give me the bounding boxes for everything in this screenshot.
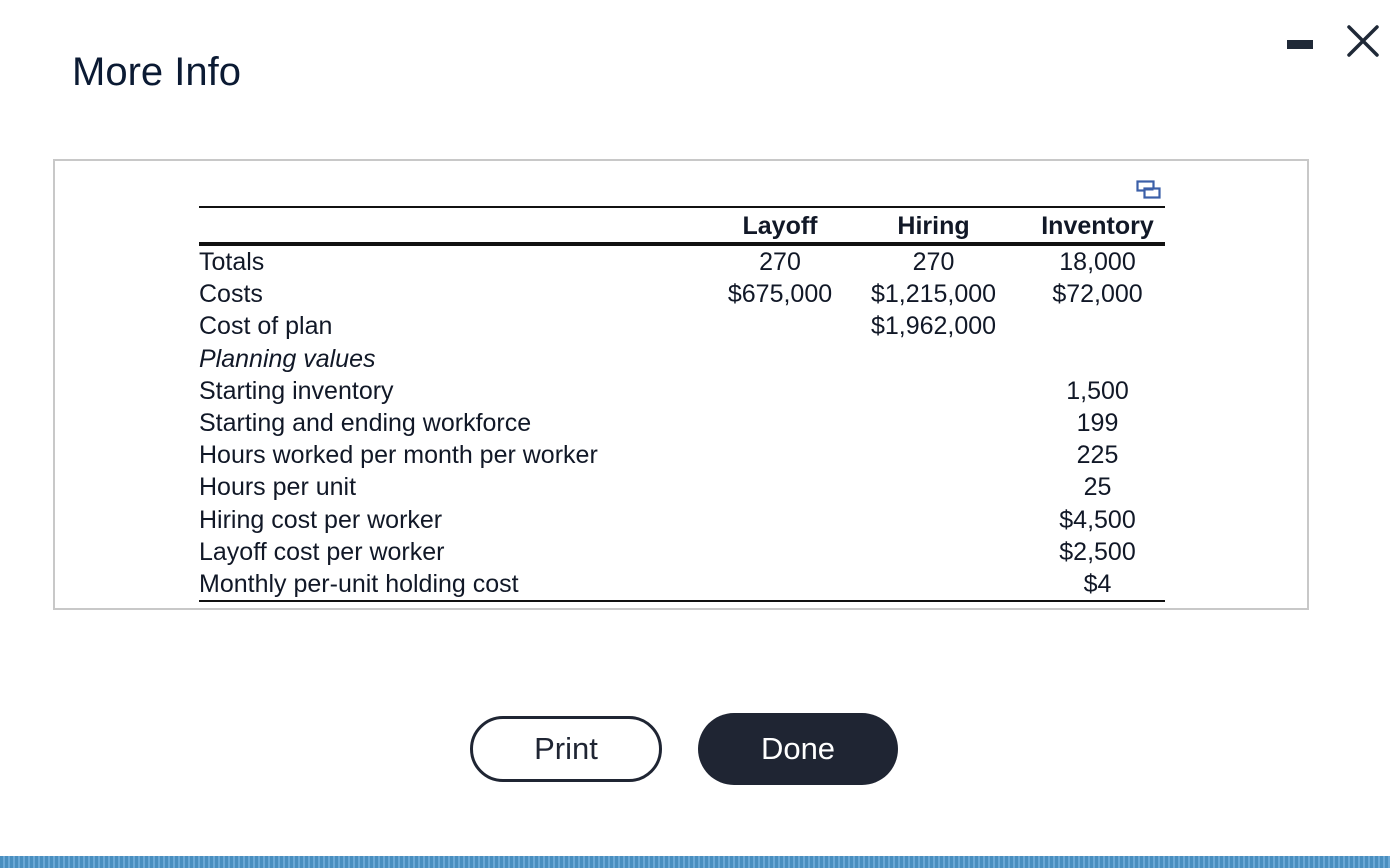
layoff-value <box>723 504 837 536</box>
table-header-row <box>199 207 1165 244</box>
layoff-value <box>723 536 837 568</box>
table-row <box>199 407 1165 439</box>
hiring-value: $1,962,000 <box>870 312 997 341</box>
close-button[interactable] <box>1344 22 1382 60</box>
inventory-value <box>1030 343 1165 375</box>
table-row <box>199 375 1165 407</box>
inventory-value: $72,000 <box>1052 280 1143 309</box>
row-label: Starting inventory <box>199 376 394 405</box>
row-label: Starting and ending workforce <box>199 409 532 438</box>
dialog-title: More Info <box>72 50 241 94</box>
header-hiring: Hiring <box>837 207 1030 244</box>
header-label <box>199 207 723 244</box>
hiring-value: $1,215,000 <box>870 280 997 309</box>
planning-table <box>199 206 1165 602</box>
hiring-value <box>837 343 1030 375</box>
minimize-icon <box>1287 40 1313 49</box>
layoff-value <box>723 407 837 439</box>
table-row <box>199 439 1165 471</box>
hiring-value <box>837 568 1030 601</box>
header-inventory: Inventory <box>1030 207 1165 244</box>
hiring-value <box>837 471 1030 503</box>
layoff-value: $675,000 <box>727 280 833 309</box>
inventory-value: $2,500 <box>1059 537 1136 566</box>
row-label: Layoff cost per worker <box>199 537 445 566</box>
table-row <box>199 536 1165 568</box>
bottom-edge-bar <box>0 856 1390 868</box>
table-row <box>199 278 1165 310</box>
layoff-value <box>723 471 837 503</box>
row-label: Hours per unit <box>199 473 357 502</box>
inventory-value: $4 <box>1083 570 1112 599</box>
table-row <box>199 343 1165 375</box>
inventory-value: 18,000 <box>1059 248 1136 276</box>
layoff-value: 270 <box>759 248 801 276</box>
row-label: Costs <box>199 280 263 309</box>
layoff-value <box>723 439 837 471</box>
layoff-value <box>723 568 837 601</box>
section-label: Planning values <box>199 344 376 373</box>
inventory-value: $4,500 <box>1059 505 1136 534</box>
minimize-button[interactable] <box>1284 24 1316 64</box>
inventory-value: 25 <box>1083 473 1112 502</box>
table-row <box>199 310 1165 342</box>
table-row <box>199 568 1165 601</box>
inventory-value <box>1030 310 1165 342</box>
row-label: Totals <box>199 248 265 276</box>
table-row <box>199 244 1165 278</box>
layoff-value <box>723 375 837 407</box>
hiring-value <box>837 439 1030 471</box>
hiring-value <box>837 407 1030 439</box>
table-row <box>199 504 1165 536</box>
table-row <box>199 471 1165 503</box>
hiring-value <box>837 375 1030 407</box>
row-label: Monthly per-unit holding cost <box>199 570 519 599</box>
done-button[interactable]: Done <box>698 713 898 785</box>
row-label: Hiring cost per worker <box>199 505 443 534</box>
header-layoff: Layoff <box>723 207 837 244</box>
copy-table-icon[interactable] <box>1136 180 1162 200</box>
layoff-value <box>723 310 837 342</box>
print-button[interactable]: Print <box>470 716 662 782</box>
row-label: Cost of plan <box>199 312 333 341</box>
hiring-value: 270 <box>912 248 955 276</box>
inventory-value: 199 <box>1076 409 1119 438</box>
close-icon <box>1344 22 1382 60</box>
hiring-value <box>837 536 1030 568</box>
inventory-value: 225 <box>1076 441 1119 470</box>
row-label: Hours worked per month per worker <box>199 441 598 470</box>
layoff-value <box>723 343 837 375</box>
hiring-value <box>837 504 1030 536</box>
inventory-value: 1,500 <box>1066 376 1129 405</box>
